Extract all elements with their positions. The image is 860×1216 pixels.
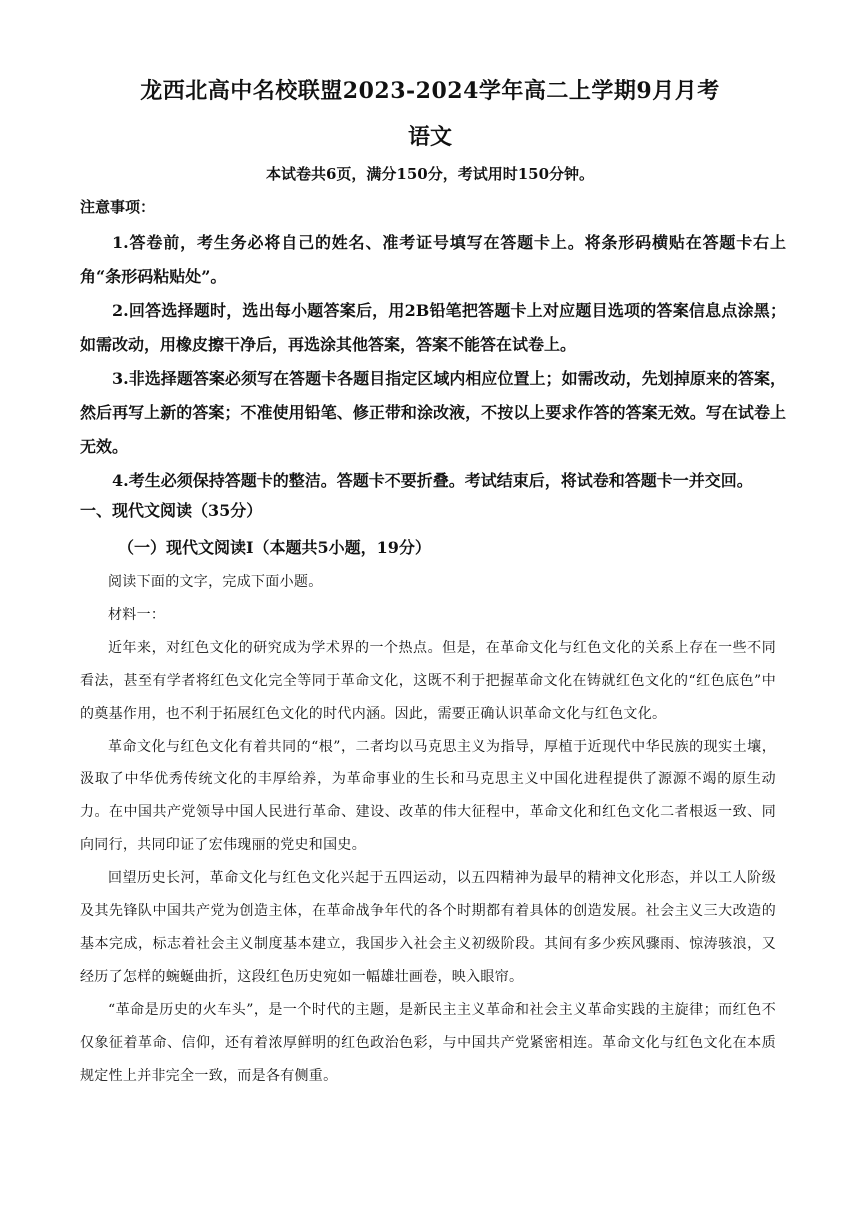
note-item: 2.回答选择题时，选出每小题答案后，用2B铅笔把答题卡上对应题目选项的答案信息点涂黑；如需改动，用橡皮擦干净后，再选涂其他答案，答案不能答在试卷上。	[80, 301, 786, 354]
reading-paragraph: 回望历史长河，革命文化与红色文化兴起于五四运动，以五四精神为最早的精神文化形态，并以工人阶级及其先锋队中国共产党为创造主体，在革命战争年代的各个时期都有着具体的创造发展。社会主义三大改造的基本完成，标志着社会主义制度基本建立，我国步入社会主义初级阶段。其间有多少疾风骤雨、惊涛骇浪，又经历了怎样的蜿蜒曲折，这段红色历史宛如一幅雄壮画卷，映入眼帘。	[80, 870, 776, 985]
reading-instruction: 阅读下面的文字，完成下面小题。	[108, 574, 323, 590]
reading-paragraph: “革命是历史的火车头”，是一个时代的主题，是新民主主义革命和社会主义革命实践的主旋律；而红色不仅象征着革命、信仰，还有着浓厚鲜明的红色政治色彩，与中国共产党紧密相连。革命文化与红色文化在本质规定性上并非完全一致，而是各有侧重。	[80, 1001, 776, 1084]
reading-body	[80, 566, 776, 1093]
note-item: 3.非选择题答案必须写在答题卡各题目指定区域内相应位置上；如需改动，先划掉原来的答案，然后再写上新的答案；不准使用铅笔、修正带和涂改液，不按以上要求作答的答案无效。写在试卷上无效。	[80, 369, 786, 456]
material-label: 材料一：	[108, 606, 166, 623]
exam-info: 本试卷共6页，满分150分，考试用时150分钟。	[265, 165, 595, 183]
notes-heading: 注意事项：	[80, 198, 156, 216]
section-heading: 一、现代文阅读（35分）	[80, 501, 263, 520]
reading-paragraph: 革命文化与红色文化有着共同的“根”，二者均以马克思主义为指导，厚植于近现代中华民族的现实土壤，汲取了中华优秀传统文化的丰厚给养，为革命事业的生长和马克思主义中国化进程提供了源源不竭的原生动力。在中国共产党领导中国人民进行革命、建设、改革的伟大征程中，革命文化和红色文化二者根返一致、同向同行，共同印证了宏伟瑰丽的党史和国史。	[80, 738, 776, 854]
exam-title: 龙西北高中名校联盟2023-2024学年高二上学期9月月考	[140, 78, 720, 104]
notes-list	[80, 226, 786, 498]
note-item: 4.考生必须保持答题卡的整洁。答题卡不要折叠。考试结束后，将试卷和答题卡一并交回。	[112, 471, 753, 490]
note-item: 1.答卷前，考生务必将自己的姓名、准考证号填写在答题卡上。将条形码横贴在答题卡右上角“条形码粘贴处”。	[80, 233, 786, 286]
reading-paragraph: 近年来，对红色文化的研究成为学术界的一个热点。但是，在革命文化与红色文化的关系上存在一些不同看法，甚至有学者将红色文化完全等同于革命文化，这既不利于把握革命文化在铸就红色文化的“红色底色”中的奠基作用，也不利于拓展红色文化的时代内涵。因此，需要正确认识革命文化与红色文化。	[80, 639, 776, 722]
exam-subject: 语文	[407, 124, 452, 150]
section-subheading: （一）现代文阅读Ⅰ（本题共5小题，19分）	[118, 538, 431, 557]
